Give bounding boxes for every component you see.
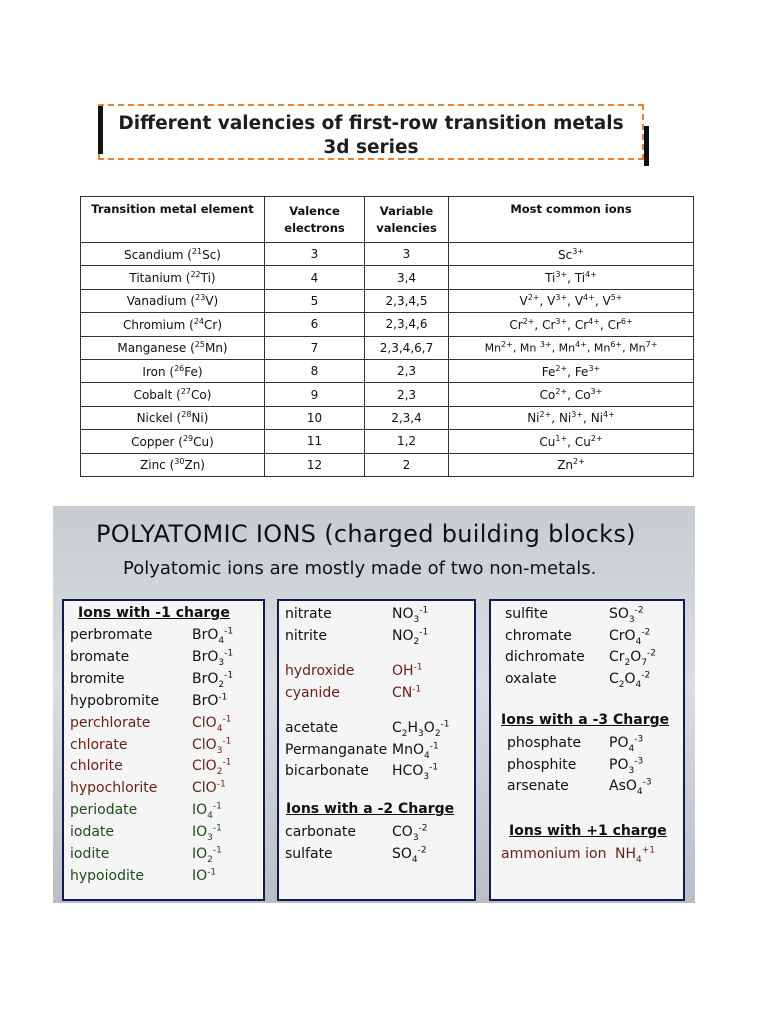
variable-cell: 2,3,4 (365, 406, 449, 429)
valence-cell: 10 (265, 406, 365, 429)
ion-formula: ClO$_2^{-1}$ (192, 757, 232, 778)
ion-name: chlorite (70, 758, 123, 775)
variable-cell: 2,3 (365, 383, 449, 406)
table-header-row (81, 197, 694, 243)
ion-formula: $HCO_3^{-1}$ (392, 762, 439, 782)
ion-formula: $NO_3^{-1}$ (392, 605, 429, 625)
ion-formula: BrO$_3^{-1}$ (192, 648, 234, 668)
polyatomic-title: POLYATOMIC IONS (charged building blocks) (96, 520, 636, 548)
ion-formula: $NO_2^{-1}$ (392, 626, 429, 647)
header-minus-1-charge: Ions with -1 charge (78, 605, 230, 621)
ion-formula: $Cr_2O_7^{-2}$ (609, 648, 657, 668)
variable-cell: 3 (365, 243, 449, 266)
ion-row (70, 822, 260, 842)
ion-formula: ClO$_3^{-1}$ (192, 735, 232, 756)
variable-cell: 2,3,4,6 (365, 313, 449, 336)
valence-cell: 9 (265, 383, 365, 406)
table-row (81, 289, 694, 312)
table-row (81, 430, 694, 453)
ion-formula: $OH^{-1}$ (392, 662, 423, 679)
title-right-bar (644, 126, 649, 166)
ion-formula: CrO$_4^{-2}$ (609, 626, 651, 647)
ion-formula: AsO$_4^{-3}$ (609, 777, 652, 797)
ion-row (285, 604, 475, 624)
ion-name: oxalate (505, 670, 557, 687)
ion-name: periodate (70, 802, 138, 819)
ion-row (70, 866, 260, 886)
element-cell: Iron ($^{26}$Fe) (81, 359, 265, 382)
variable-cell: 3,4 (365, 266, 449, 289)
ion-name: bromate (70, 648, 130, 665)
header-ions: Most common ions (449, 197, 694, 243)
valence-cell: 7 (265, 336, 365, 359)
ion-formula: ClO$^{-1}$ (192, 779, 226, 797)
ion-formula: $IO_3^{-1}$ (192, 823, 222, 843)
ion-name: sulfite (505, 606, 548, 622)
ion-formula: BrO$^{-1}$ (192, 692, 228, 709)
ion-row (285, 822, 475, 842)
ion-name: dichromate (505, 649, 585, 665)
ion-formula: $IO_4^{-1}$ (192, 801, 222, 821)
ion-name: hypochlorite (70, 780, 158, 797)
ion-name: hypobromite (70, 692, 160, 709)
header-element: Transition metal element (81, 197, 265, 243)
valence-cell: 12 (265, 453, 365, 476)
ion-name: perbromate (70, 627, 153, 643)
table-row (81, 336, 694, 359)
ion-formula: $C_2H_3O_2^{-1}$ (392, 719, 450, 739)
valency-table (80, 196, 694, 477)
ion-row (70, 735, 260, 755)
ion-formula: MnO$_4^{-1}$ (392, 740, 439, 761)
element-cell: Manganese ($^{25}$Mn) (81, 336, 265, 359)
ion-row (501, 844, 691, 864)
ion-name: acetate (285, 720, 339, 736)
ion-formula: $SO_4^{-2}$ (392, 844, 427, 865)
element-cell: Copper ($^{29}$Cu) (81, 430, 265, 453)
ion-row (505, 604, 695, 624)
header-variable: Variable valencies (365, 197, 449, 243)
element-cell: Chromium ($^{24}$Cr) (81, 313, 265, 336)
ion-name: nitrate (285, 606, 332, 622)
ion-row (285, 740, 475, 760)
ion-row (507, 755, 697, 775)
ion-formula: $CN^{-1}$ (392, 683, 422, 701)
variable-cell: 2,3 (365, 359, 449, 382)
ion-name: hydroxide (285, 663, 355, 679)
ion-row (70, 800, 260, 820)
ion-name: nitrite (285, 627, 327, 644)
ions-cell: $V^{2+}$, $V^{3+}$, $V^{4+}$, $V^{5+}$ (449, 289, 694, 312)
ion-formula: $NH_4^{+1}$ (615, 845, 656, 865)
ion-row (70, 647, 260, 667)
variable-cell: 2,3,4,5 (365, 289, 449, 312)
ion-formula: $SO_3^{-2}$ (609, 605, 644, 625)
valence-cell: 3 (265, 243, 365, 266)
ion-row (70, 625, 260, 645)
table-body (81, 243, 694, 477)
ion-row (507, 776, 697, 796)
ions-cell: $Cr^{2+}$, $Cr^{3+}$, $Cr^{4+}$, $Cr^{6+}$ (449, 313, 694, 336)
element-cell: Titanium ($^{22}$Ti) (81, 266, 265, 289)
title-line-2: 3d series (323, 137, 419, 158)
ion-name: arsenate (507, 778, 569, 794)
ions-cell: $Ni^{2+}$, $Ni^{3+}$, $Ni^{4+}$ (449, 406, 694, 429)
element-cell: Scandium ($^{21}$Sc) (81, 243, 265, 266)
valence-cell: 4 (265, 266, 365, 289)
variable-cell: 2 (365, 453, 449, 476)
ions-cell: $Zn^{2+}$ (449, 453, 694, 476)
ion-formula: $CO_3^{-2}$ (392, 823, 428, 843)
valence-cell: 11 (265, 430, 365, 453)
ions-cell: $Ti^{3+}$, $Ti^{4+}$ (449, 266, 694, 289)
header-minus-2-charge: Ions with a -2 Charge (286, 801, 455, 817)
ions-column-2 (277, 599, 476, 901)
element-cell: Cobalt ($^{27}$Co) (81, 383, 265, 406)
ion-row (285, 718, 475, 738)
ion-row (507, 733, 697, 753)
ion-row (505, 647, 695, 667)
table-row (81, 453, 694, 476)
table-row (81, 383, 694, 406)
ion-row (70, 713, 260, 733)
ion-name: chromate (505, 627, 572, 644)
ion-name: Permanganate (285, 741, 388, 758)
ion-name: ammonium ion (501, 846, 607, 862)
ion-name: sulfate (285, 845, 333, 862)
ion-row (70, 844, 260, 864)
ion-row (70, 691, 260, 711)
table-row (81, 313, 694, 336)
element-cell: Vanadium ($^{23}$V) (81, 289, 265, 312)
ion-name: perchlorate (70, 714, 151, 731)
header-valence: Valence electrons (265, 197, 365, 243)
ion-name: phosphite (507, 756, 577, 773)
ion-name: cyanide (285, 684, 340, 701)
ion-name: iodate (70, 824, 115, 841)
ion-row (285, 683, 475, 703)
ion-formula: ClO$_4^{-1}$ (192, 713, 232, 734)
element-cell: Zinc ($^{30}$Zn) (81, 453, 265, 476)
ion-formula: $IO_2^{-1}$ (192, 845, 222, 865)
ions-cell: $Fe^{2+}$, $Fe^{3+}$ (449, 359, 694, 382)
ion-row (285, 761, 475, 781)
ions-cell: $Co^{2+}$, $Co^{3+}$ (449, 383, 694, 406)
ion-name: bromite (70, 670, 125, 687)
ion-name: hypoiodite (70, 867, 144, 884)
header-plus-1-charge: Ions with +1 charge (509, 823, 667, 839)
table-row (81, 406, 694, 429)
ion-row (505, 669, 695, 689)
polyatomic-subtitle: Polyatomic ions are mostly made of two non-metals. (123, 558, 597, 579)
ion-formula: $C_2O_4^{-2}$ (609, 669, 651, 690)
valence-cell: 5 (265, 289, 365, 312)
ions-cell: $Mn^{2+}$, Mn $^{3+}$, $Mn^{4+}$, $Mn^{6+}$, $Mn^{7+}$ (449, 336, 694, 359)
ion-name: iodite (70, 846, 110, 862)
variable-cell: 2,3,4,6,7 (365, 336, 449, 359)
valence-cell: 8 (265, 359, 365, 382)
ion-row (285, 661, 475, 681)
title-box (98, 104, 649, 164)
polyatomic-ions-panel (53, 506, 695, 903)
ion-row (285, 844, 475, 864)
table-row (81, 359, 694, 382)
ion-formula: $PO_4^{-3}$ (609, 734, 644, 754)
ion-row (285, 626, 475, 646)
ion-formula: BrO$_2^{-1}$ (192, 670, 234, 690)
page-title (98, 112, 644, 160)
ion-name: phosphate (507, 735, 582, 751)
header-minus-3-charge: Ions with a -3 Charge (501, 712, 670, 728)
ion-row (70, 778, 260, 798)
table-row (81, 243, 694, 266)
ion-row (70, 669, 260, 689)
ion-formula: BrO$_4^{-1}$ (192, 626, 234, 646)
ions-cell: $Sc^{3+}$ (449, 243, 694, 266)
ion-name: carbonate (285, 824, 357, 840)
ion-formula: $PO_3^{-3}$ (609, 755, 644, 776)
ion-row (70, 756, 260, 776)
ion-row (505, 626, 695, 646)
ion-name: bicarbonate (285, 763, 369, 779)
title-line-1: Different valencies of first-row transition metals (118, 113, 624, 134)
ions-column-3 (489, 599, 685, 901)
element-cell: Nickel ($^{28}$Ni) (81, 406, 265, 429)
table-row (81, 266, 694, 289)
variable-cell: 1,2 (365, 430, 449, 453)
ions-column-1 (62, 599, 265, 901)
ions-cell: $Cu^{1+}$, $Cu^{2+}$ (449, 430, 694, 453)
ion-formula: $IO^{-1}$ (192, 867, 217, 884)
ion-name: chlorate (70, 736, 128, 753)
valence-cell: 6 (265, 313, 365, 336)
